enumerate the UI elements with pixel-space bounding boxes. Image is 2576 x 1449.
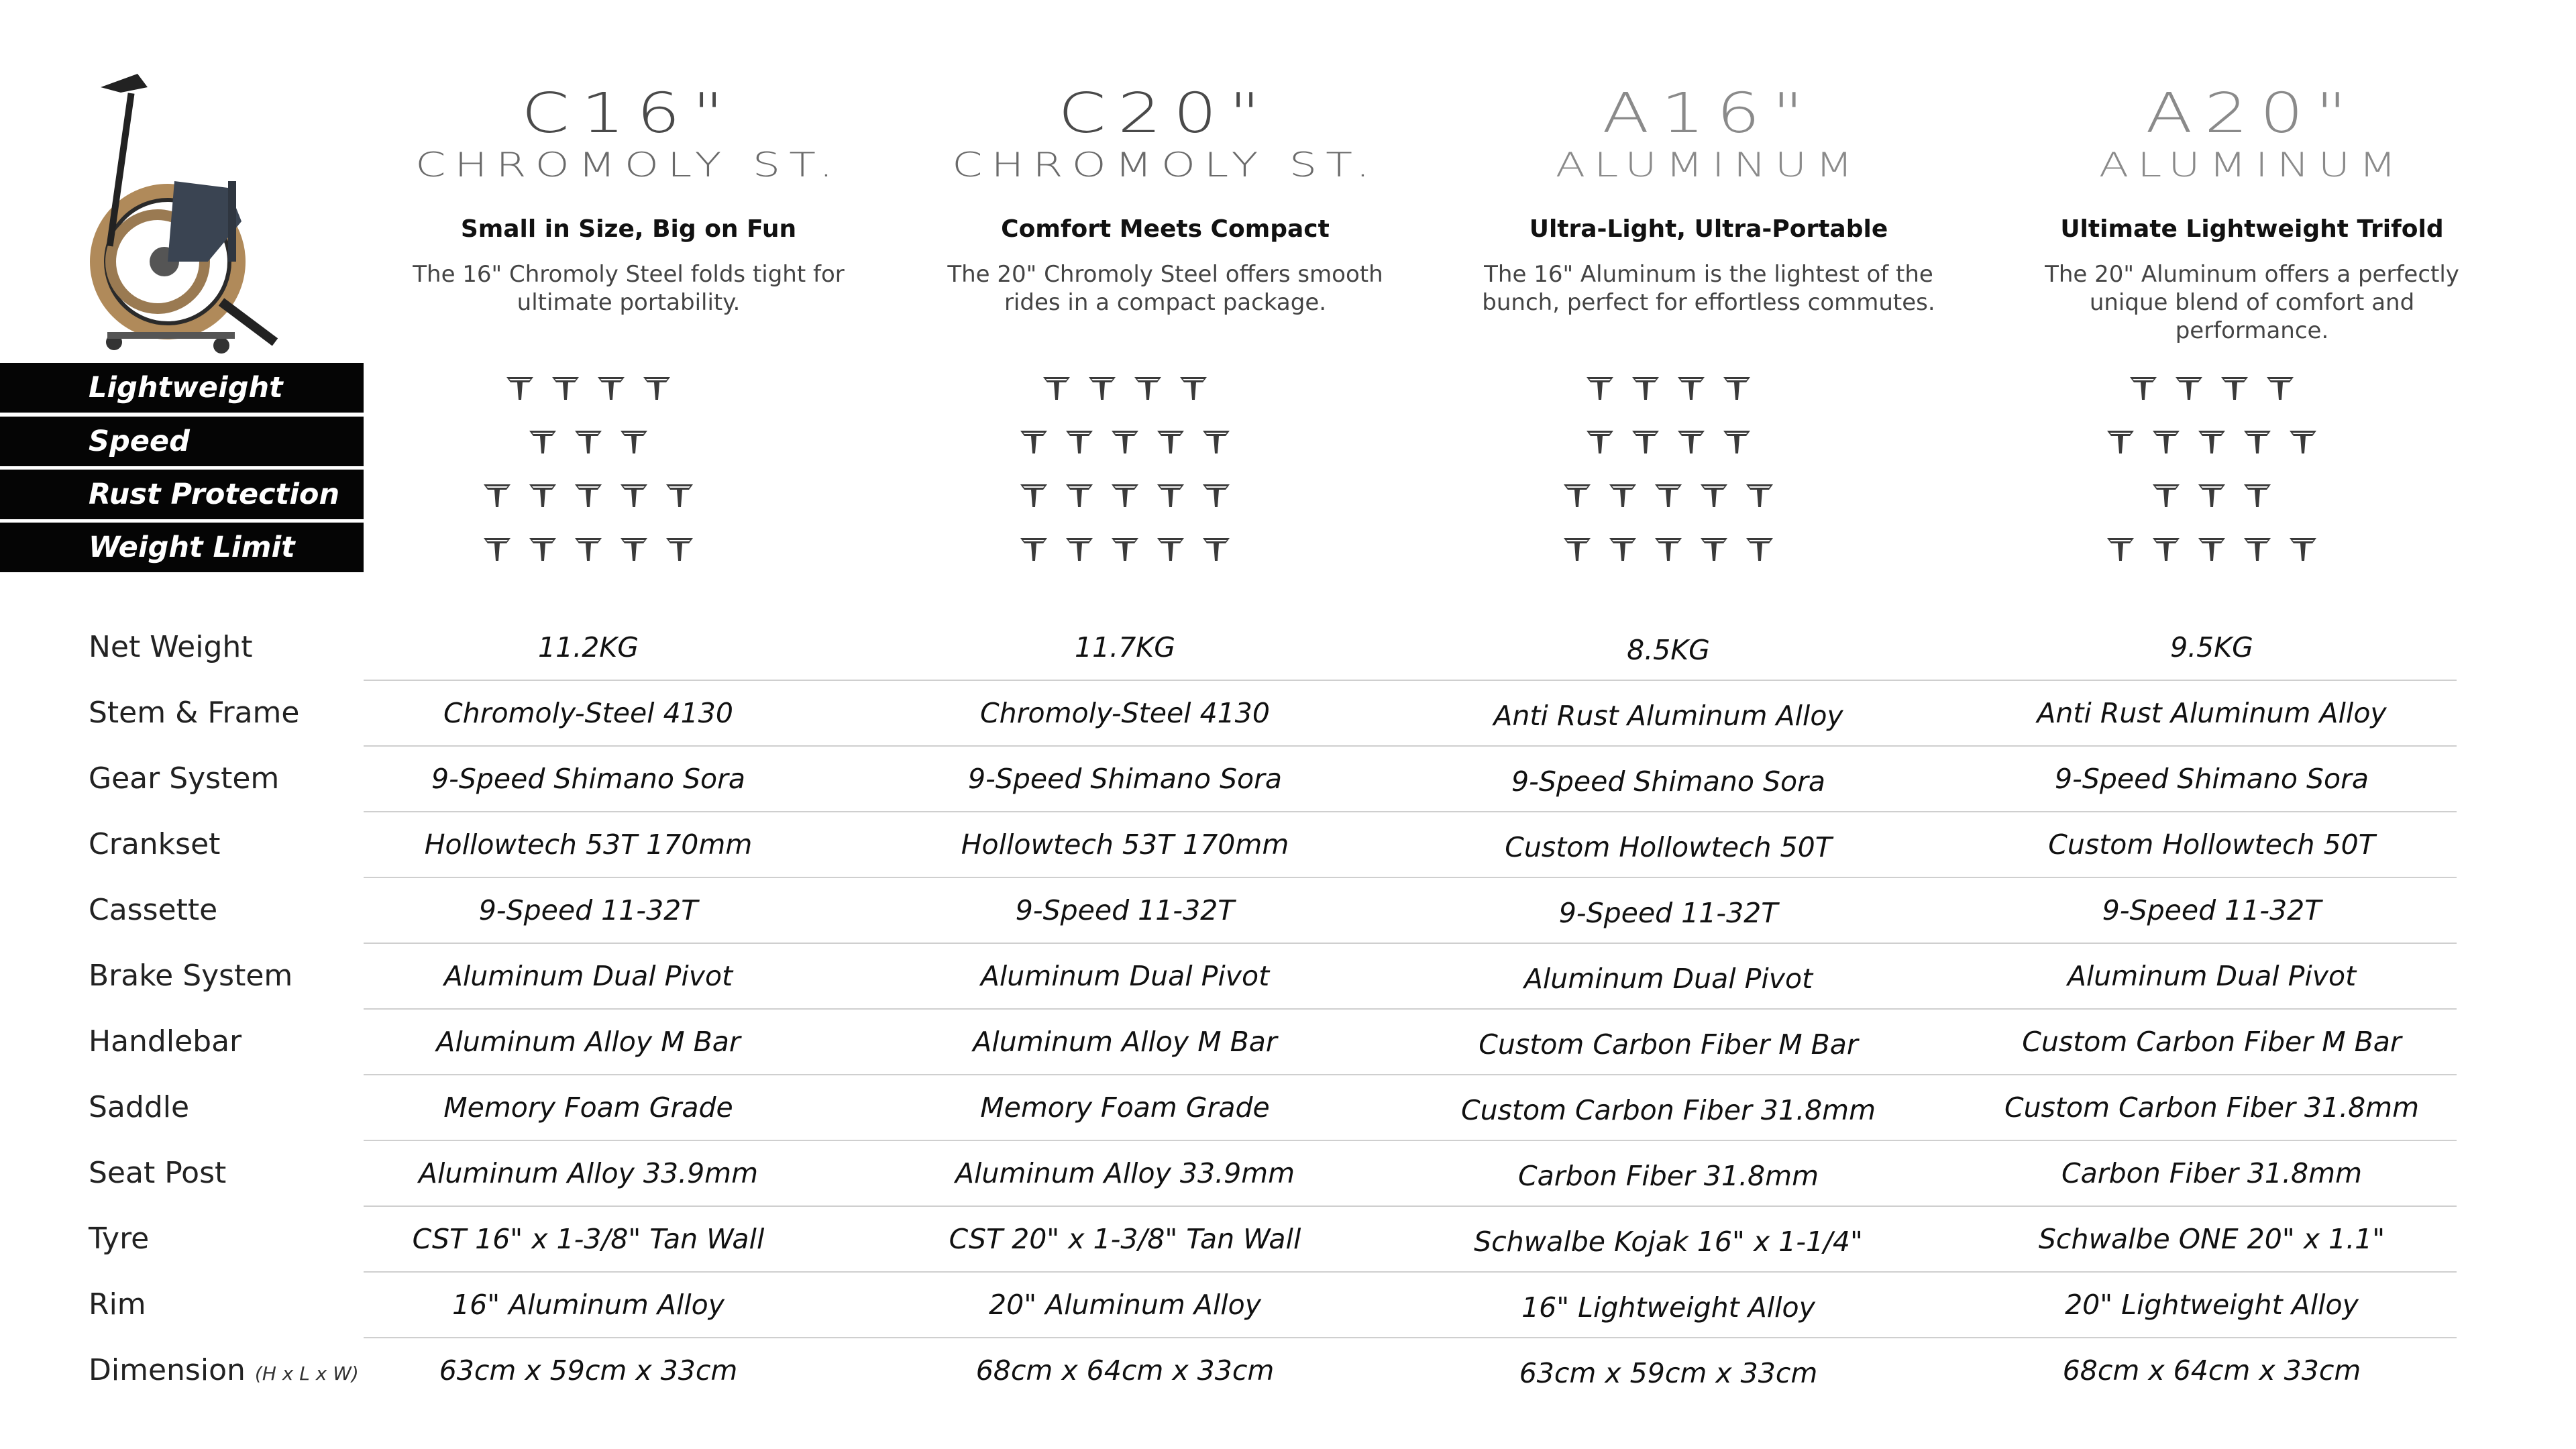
model-material: ALUMINUM	[2098, 146, 2406, 184]
spec-value: Carbon Fiber 31.8mm	[1517, 1160, 1819, 1192]
winged-bolt-icon	[1133, 373, 1163, 402]
winged-bolt-icon	[1676, 373, 1706, 402]
winged-bolt-icon	[482, 480, 512, 510]
winged-bolt-icon	[665, 480, 694, 510]
winged-bolt-icon	[2243, 427, 2272, 456]
winged-bolt-icon	[1699, 480, 1729, 510]
winged-bolt-icon	[574, 534, 603, 564]
winged-bolt-icon	[1608, 480, 1638, 510]
spec-label-dimension	[89, 1350, 359, 1394]
rating-row	[2106, 427, 2318, 460]
rating-row	[1585, 373, 1752, 407]
winged-bolt-icon	[1019, 534, 1049, 564]
spec-value: Custom Carbon Fiber 31.8mm	[1460, 1094, 1876, 1126]
winged-bolt-icon	[1179, 373, 1208, 402]
spec-value: 63cm x 59cm x 33cm	[439, 1354, 738, 1387]
spec-label-dimension-text: Dimension	[89, 1353, 246, 1387]
spec-value: Hollowtech 53T 170mm	[424, 828, 753, 861]
spec-value: Aluminum Alloy M Bar	[973, 1026, 1277, 1058]
winged-bolt-icon	[1065, 534, 1094, 564]
spec-value: 9-Speed Shimano Sora	[431, 763, 746, 795]
winged-bolt-icon	[1585, 427, 1615, 456]
winged-bolt-icon	[574, 480, 603, 510]
model-tagline: Comfort Meets Compact	[1001, 215, 1330, 243]
spec-label-stem-frame: Stem & Frame	[89, 696, 300, 730]
model-code: C20"	[1058, 82, 1273, 146]
spec-value: 9.5KG	[2170, 631, 2253, 663]
winged-bolt-icon	[2129, 373, 2158, 402]
winged-bolt-icon	[1562, 534, 1592, 564]
spec-value: Memory Foam Grade	[443, 1091, 733, 1124]
winged-bolt-icon	[1722, 427, 1752, 456]
winged-bolt-icon	[619, 480, 649, 510]
spec-value: 20" Aluminum Alloy	[989, 1289, 1261, 1321]
winged-bolt-icon	[1065, 480, 1094, 510]
model-code: A16"	[1602, 82, 1815, 146]
spec-value: Carbon Fiber 31.8mm	[2061, 1157, 2363, 1189]
model-tagline: Small in Size, Big on Fun	[460, 215, 797, 243]
rating-label-rust-protection: Rust Protection	[0, 470, 364, 519]
model-tagline: Ultimate Lightweight Trifold	[2060, 215, 2444, 243]
winged-bolt-icon	[2288, 534, 2318, 564]
winged-bolt-icon	[2151, 534, 2181, 564]
winged-bolt-icon	[1019, 427, 1049, 456]
row-divider	[364, 1205, 2457, 1207]
spec-value: Aluminum Dual Pivot	[980, 960, 1270, 992]
model-c16-header	[364, 80, 894, 317]
winged-bolt-icon	[642, 373, 672, 402]
dimension-unit: (H x L x W)	[254, 1362, 359, 1385]
spec-value: Aluminum Dual Pivot	[1523, 963, 1813, 995]
spec-value: 16" Lightweight Alloy	[1521, 1291, 1815, 1324]
row-divider	[364, 680, 2457, 681]
spec-value: Memory Foam Grade	[980, 1091, 1270, 1124]
row-divider	[364, 1271, 2457, 1273]
row-divider	[364, 1074, 2457, 1075]
row-divider	[364, 1008, 2457, 1010]
model-code: A20"	[2145, 82, 2359, 146]
model-a20-header	[1987, 80, 2517, 345]
model-description: The 20" Chromoly Steel offers smooth rides in a compact package.	[947, 261, 1383, 316]
spec-label-tyre: Tyre	[89, 1222, 150, 1256]
winged-bolt-icon	[1201, 480, 1231, 510]
winged-bolt-icon	[1608, 534, 1638, 564]
winged-bolt-icon	[2106, 427, 2135, 456]
spec-value: 8.5KG	[1627, 634, 1710, 666]
model-material: ALUMINUM	[1555, 146, 1862, 184]
folded-bike-image	[20, 60, 288, 356]
winged-bolt-icon	[528, 534, 557, 564]
spec-value: Aluminum Alloy 33.9mm	[418, 1157, 759, 1189]
model-material: CHROMOLY ST.	[415, 146, 842, 184]
winged-bolt-icon	[2106, 534, 2135, 564]
winged-bolt-icon	[1087, 373, 1117, 402]
winged-bolt-icon	[2220, 373, 2249, 402]
winged-bolt-icon	[1156, 480, 1185, 510]
winged-bolt-icon	[1019, 480, 1049, 510]
winged-bolt-icon	[2197, 427, 2226, 456]
spec-value: Aluminum Alloy 33.9mm	[955, 1157, 1295, 1189]
rating-label-weight-limit: Weight Limit	[0, 523, 364, 572]
spec-value: 11.7KG	[1075, 631, 1175, 663]
spec-value: Aluminum Dual Pivot	[443, 960, 733, 992]
rating-row	[505, 373, 672, 407]
spec-value: Custom Carbon Fiber M Bar	[1479, 1028, 1858, 1061]
spec-value: Schwalbe Kojak 16" x 1-1/4"	[1474, 1226, 1863, 1258]
winged-bolt-icon	[1110, 427, 1140, 456]
spec-value: Hollowtech 53T 170mm	[961, 828, 1289, 861]
spec-value: 11.2KG	[538, 631, 639, 663]
spec-value: Schwalbe ONE 20" x 1.1"	[2038, 1223, 2385, 1255]
rating-row	[482, 534, 694, 568]
winged-bolt-icon	[1722, 373, 1752, 402]
winged-bolt-icon	[619, 427, 649, 456]
winged-bolt-icon	[1676, 427, 1706, 456]
spec-value: Anti Rust Aluminum Alloy	[2037, 697, 2387, 729]
winged-bolt-icon	[1110, 480, 1140, 510]
spec-value: 9-Speed Shimano Sora	[1511, 765, 1826, 798]
model-material: CHROMOLY ST.	[952, 146, 1379, 184]
rating-row	[482, 480, 694, 514]
spec-label-seat-post: Seat Post	[89, 1156, 227, 1190]
spec-value: 9-Speed 11-32T	[478, 894, 698, 926]
winged-bolt-icon	[2243, 534, 2272, 564]
rating-row	[1042, 373, 1208, 407]
spec-value: 63cm x 59cm x 33cm	[1519, 1357, 1818, 1389]
spec-label-cassette: Cassette	[89, 893, 218, 927]
spec-value: 9-Speed Shimano Sora	[967, 763, 1283, 795]
spec-value: 9-Speed 11-32T	[1558, 897, 1778, 929]
model-description: The 16" Chromoly Steel folds tight for ultimate portability.	[413, 261, 845, 316]
winged-bolt-icon	[1699, 534, 1729, 564]
winged-bolt-icon	[1042, 373, 1071, 402]
spec-value: 20" Lightweight Alloy	[2065, 1289, 2359, 1321]
row-divider	[364, 811, 2457, 812]
winged-bolt-icon	[528, 480, 557, 510]
spec-value: 68cm x 64cm x 33cm	[2062, 1354, 2361, 1387]
winged-bolt-icon	[2151, 480, 2181, 510]
winged-bolt-icon	[1065, 427, 1094, 456]
winged-bolt-icon	[2265, 373, 2295, 402]
rating-row	[2151, 480, 2272, 514]
winged-bolt-icon	[1745, 480, 1774, 510]
spec-value: 68cm x 64cm x 33cm	[975, 1354, 1275, 1387]
spec-label-crankset: Crankset	[89, 827, 221, 861]
winged-bolt-icon	[551, 373, 580, 402]
model-a16-header	[1444, 80, 1974, 317]
spec-label-brake-system: Brake System	[89, 959, 293, 993]
winged-bolt-icon	[619, 534, 649, 564]
rating-label-lightweight: Lightweight	[0, 363, 364, 413]
rating-row	[1019, 427, 1231, 460]
winged-bolt-icon	[1156, 534, 1185, 564]
rating-row	[1562, 534, 1774, 568]
winged-bolt-icon	[665, 534, 694, 564]
spec-label-handlebar: Handlebar	[89, 1024, 242, 1059]
model-code: C16"	[521, 82, 736, 146]
winged-bolt-icon	[2197, 534, 2226, 564]
spec-value: Chromoly-Steel 4130	[443, 697, 733, 729]
winged-bolt-icon	[2243, 480, 2272, 510]
spec-value: Custom Hollowtech 50T	[1505, 831, 1832, 863]
winged-bolt-icon	[1745, 534, 1774, 564]
spec-label-rim: Rim	[89, 1287, 146, 1322]
row-divider	[364, 1337, 2457, 1338]
winged-bolt-icon	[2174, 373, 2204, 402]
spec-value: Aluminum Alloy M Bar	[436, 1026, 741, 1058]
model-c20-header	[900, 80, 1430, 317]
bike-illustration	[20, 60, 288, 356]
spec-value: Custom Hollowtech 50T	[2048, 828, 2375, 861]
spec-value: CST 16" x 1-3/8" Tan Wall	[412, 1223, 765, 1255]
spec-value: Custom Carbon Fiber M Bar	[2022, 1026, 2402, 1058]
row-divider	[364, 745, 2457, 747]
rating-row	[1019, 480, 1231, 514]
winged-bolt-icon	[1654, 534, 1683, 564]
winged-bolt-icon	[505, 373, 535, 402]
model-tagline: Ultra-Light, Ultra-Portable	[1529, 215, 1888, 243]
winged-bolt-icon	[1201, 534, 1231, 564]
spec-value: Custom Carbon Fiber 31.8mm	[2004, 1091, 2420, 1124]
spec-value: 9-Speed 11-32T	[1015, 894, 1235, 926]
spec-value: CST 20" x 1-3/8" Tan Wall	[949, 1223, 1301, 1255]
rating-row	[1019, 534, 1231, 568]
spec-value: Anti Rust Aluminum Alloy	[1493, 700, 1843, 732]
spec-label-saddle: Saddle	[89, 1090, 190, 1124]
model-description: The 16" Aluminum is the lightest of the bunch, perfect for effortless commutes.	[1482, 261, 1935, 316]
winged-bolt-icon	[1201, 427, 1231, 456]
row-divider	[364, 1140, 2457, 1141]
rating-label-speed: Speed	[0, 417, 364, 466]
spec-label-gear-system: Gear System	[89, 761, 280, 796]
winged-bolt-icon	[1631, 373, 1660, 402]
spec-value: 16" Aluminum Alloy	[452, 1289, 724, 1321]
rating-row	[1585, 427, 1752, 460]
spec-value: 9-Speed 11-32T	[2102, 894, 2322, 926]
winged-bolt-icon	[528, 427, 557, 456]
winged-bolt-icon	[1156, 427, 1185, 456]
spec-label-net-weight: Net Weight	[89, 630, 253, 664]
spec-value: Chromoly-Steel 4130	[980, 697, 1270, 729]
model-description: The 20" Aluminum offers a perfectly unique blend of comfort and performance.	[2045, 261, 2459, 344]
spec-value: 9-Speed Shimano Sora	[2054, 763, 2369, 795]
rating-row	[528, 427, 649, 460]
spec-value: Aluminum Dual Pivot	[2067, 960, 2357, 992]
rating-row	[1562, 480, 1774, 514]
winged-bolt-icon	[596, 373, 626, 402]
row-divider	[364, 943, 2457, 944]
rating-row	[2106, 534, 2318, 568]
winged-bolt-icon	[1562, 480, 1592, 510]
row-divider	[364, 877, 2457, 878]
winged-bolt-icon	[574, 427, 603, 456]
winged-bolt-icon	[1654, 480, 1683, 510]
winged-bolt-icon	[1631, 427, 1660, 456]
winged-bolt-icon	[482, 534, 512, 564]
winged-bolt-icon	[1585, 373, 1615, 402]
winged-bolt-icon	[1110, 534, 1140, 564]
rating-row	[2129, 373, 2295, 407]
winged-bolt-icon	[2288, 427, 2318, 456]
winged-bolt-icon	[2151, 427, 2181, 456]
winged-bolt-icon	[2197, 480, 2226, 510]
